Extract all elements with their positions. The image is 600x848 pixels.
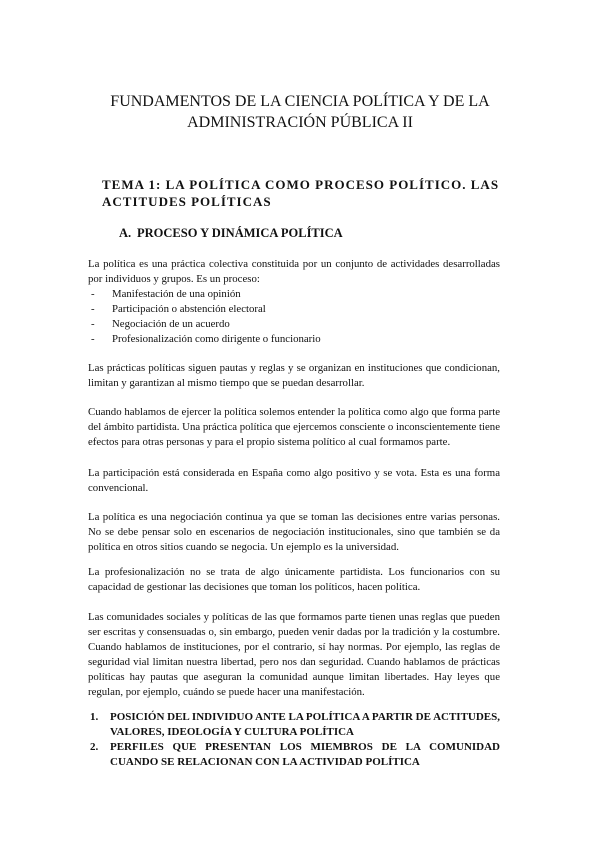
body-paragraph: La profesionalización no se trata de algo únicamente partidista. Los funcionarios con su capacidad de gestionar las decisiones que toman los políticos, hacen política. bbox=[88, 566, 500, 593]
list-item: 2. PERFILES QUE PRESENTAN LOS MIEMBROS DE LA COMUNIDAD CUANDO SE RELACIONAN CON LA ACTIVIDAD POLÍTICA bbox=[90, 741, 500, 768]
document-title bbox=[60, 91, 540, 133]
list-item: 1. POSICIÓN DEL INDIVIDUO ANTE LA POLÍTICA A PARTIR DE ACTITUDES, VALORES, IDEOLOGÍA Y CULTURA POLÍTICA bbox=[90, 711, 501, 738]
section-a-letter: A. bbox=[119, 226, 132, 240]
body-paragraph: La política es una negociación continua ya que se toman las decisiones entre varias personas. No se debe pensar solo en escenarios de negociación institucionales, sino que también se da política en otros sitios cuando se negocia. Un ejemplo es la universidad. bbox=[88, 511, 500, 553]
intro-paragraph: La política es una práctica colectiva constituida por un conjunto de actividades desarrolladas por individuos y grupos. Es un proceso: bbox=[88, 258, 500, 285]
list-item: - Participación o abstención electoral bbox=[91, 303, 266, 315]
body-paragraph: Cuando hablamos de ejercer la política solemos entender la política como algo que forma parte del ámbito partidista. Una práctica política que ejercemos consciente o inconscientemente tiene efectos para otras personas y para el propio sistema político al cual formamos parte. bbox=[88, 406, 500, 448]
process-bullet-list bbox=[88, 287, 500, 347]
list-item: - Manifestación de una opinión bbox=[91, 288, 241, 300]
body-paragraph: La participación está considerada en España como algo positivo y se vota. Esta es una forma convencional. bbox=[88, 467, 500, 494]
section-a-title: PROCESO Y DINÁMICA POLÍTICA bbox=[137, 226, 343, 240]
list-item: - Profesionalización como dirigente o funcionario bbox=[91, 333, 321, 345]
tema-heading: TEMA 1: LA POLÍTICA COMO PROCESO POLÍTICO. LAS ACTITUDES POLÍTICAS bbox=[102, 177, 500, 209]
document-title-line-1: FUNDAMENTOS DE LA CIENCIA POLÍTICA Y DE LA bbox=[110, 93, 490, 110]
list-item: - Negociación de un acuerdo bbox=[91, 318, 230, 330]
section-a-heading bbox=[119, 226, 343, 241]
document-title-line-2: ADMINISTRACIÓN PÚBLICA II bbox=[187, 114, 413, 131]
body-paragraph: Las prácticas políticas siguen pautas y reglas y se organizan en instituciones que condicionan, limitan y garantizan al mismo tiempo que se puedan desarrollar. bbox=[88, 362, 500, 389]
numbered-section-list bbox=[88, 710, 500, 770]
body-paragraph: Las comunidades sociales y políticas de las que formamos parte tienen unas reglas que pueden ser escritas y consensuadas o, sin embargo, pueden venir dadas por la tradición y la costumbre. Cuando hablamos de instituciones, por el contrario, sí hay normas. Por ejemplo, las reglas de seguridad vial limitan nuestra libertad, pero nos dan seguridad. Cuando hablamos de prácticas políticas hay pautas que aseguran la comunidad aunque limitan libertades. Hay leyes que regulan, por ejemplo, cuándo se puede hacer una manifestación. bbox=[88, 611, 500, 698]
